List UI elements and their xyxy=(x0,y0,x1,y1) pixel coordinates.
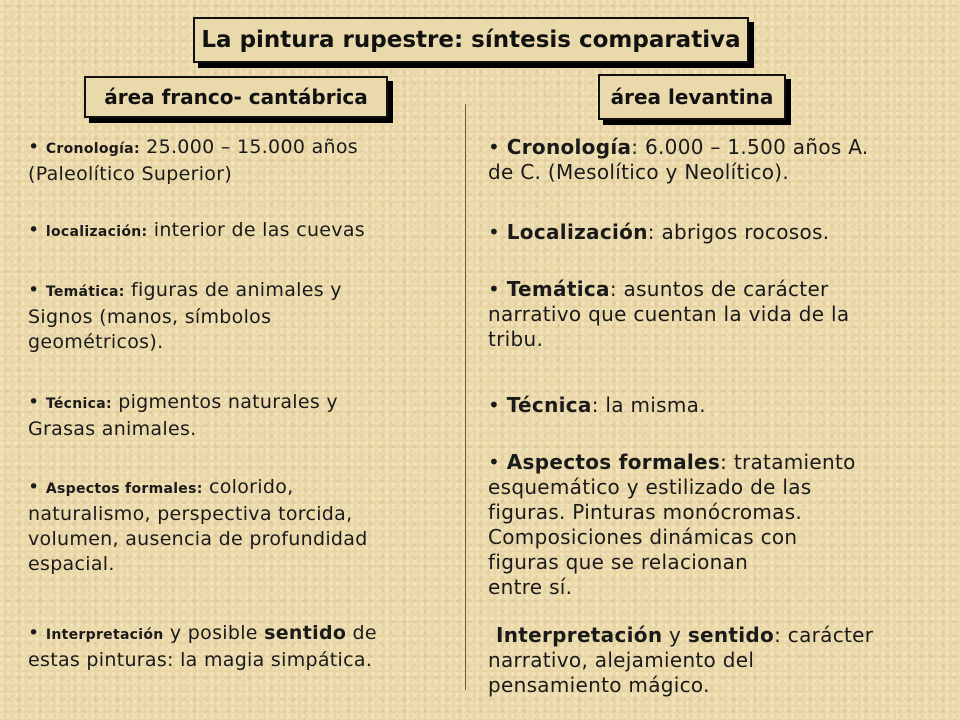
right-item-localizacion: • Localización: abrigos rocosos. xyxy=(488,220,830,244)
left-item-localizacion: • localización: interior de las cuevas xyxy=(28,219,365,241)
left-item-interpretacion: • Interpretación y posible sentido de estas pinturas: la magia simpática. xyxy=(28,622,377,671)
column-divider xyxy=(465,104,466,690)
right-item-tecnica: • Técnica: la misma. xyxy=(488,393,706,417)
right-item-aspectos-formales: • Aspectos formales: tratamiento esquemático y estilizado de las figuras. Pinturas monócromas. Composiciones dinámicas con figuras que se relacionan entre sí. xyxy=(488,450,856,599)
left-item-tecnica: • Técnica: pigmentos naturales y Grasas animales. xyxy=(28,391,338,440)
left-column-header: área franco- cantábrica xyxy=(84,76,388,118)
slide-title: La pintura rupestre: síntesis comparativa xyxy=(193,17,749,63)
right-item-cronologia: • Cronología: 6.000 – 1.500 años A. de C. (Mesolítico y Neolítico). xyxy=(488,135,869,184)
right-item-interpretacion: Interpretación y sentido: carácter narrativo, alejamiento del pensamiento mágico. xyxy=(488,623,874,697)
left-item-aspectos-formales: • Aspectos formales: colorido, naturalismo, perspectiva torcida, volumen, ausencia de profundidad espacial. xyxy=(28,476,368,575)
right-item-tematica: • Temática: asuntos de carácter narrativo que cuentan la vida de la tribu. xyxy=(488,277,850,351)
left-item-tematica: • Temática: figuras de animales y Signos (manos, símbolos geométricos). xyxy=(28,279,342,353)
left-item-cronologia: • Cronología: 25.000 – 15.000 años (Paleolítico Superior) xyxy=(28,136,358,185)
right-column-header: área levantina xyxy=(598,74,786,120)
